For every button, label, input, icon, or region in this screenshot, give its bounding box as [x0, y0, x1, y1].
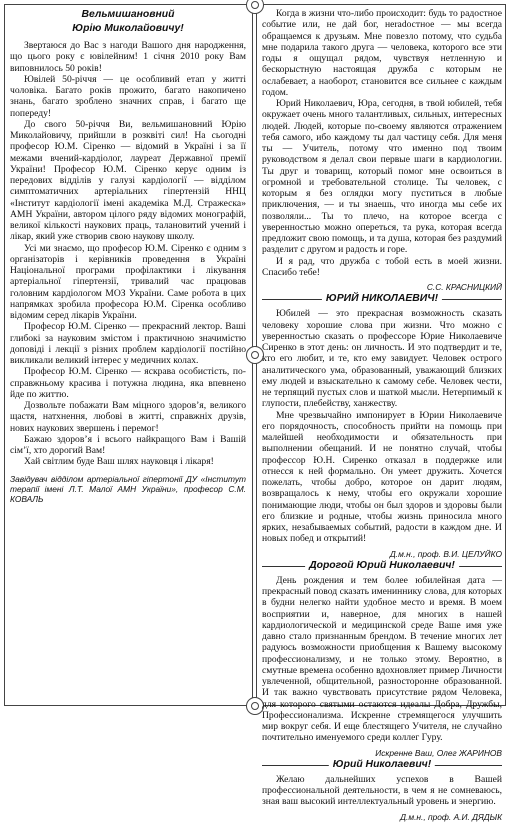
signature-krasnitsky: С.С. КРАСНИЦКИЙ	[426, 282, 502, 292]
section-heading: Юрий Николаевич!	[329, 759, 435, 770]
paragraph: Звертаюся до Вас з нагоди Вашого дня народження, що цього року є ювілейним! 1 січня 2010 року Вам виповнилось 50 років!	[10, 40, 246, 74]
paragraph: День рождения и тем более юбилейная дата — прекрасный повод сказать имениннику слова, для которых в будни нелегко найти удобное место и время. В моем восприятии и, наверное, для многих в нашей кардиологической и медицинской среде Ваше имя уже давно стало признанным брендом. В течение многих лет радуюсь возможности приобщения к Вашему высокому профессионализму, и не только этому. Вероятно, в смутные времена особенно вдохновляет пример Личности увлеченной, общительной, разносторонне образованной. И так важно чувствовать присутствие рядом Человека, для которого святыми остаются идеалы Добра, Дружбы, Профессионализма. Искренне стремящегося улучшить мир вокруг себя. И еще блестящего Учителя, не случайно почтительно именуемого среди коллег Гуру.	[262, 574, 502, 744]
left-column	[10, 8, 246, 504]
frame-left-line	[4, 4, 5, 706]
section-heading: ЮРИЙ НИКОЛАЕВИЧ!	[322, 293, 442, 304]
paragraph: Бажаю здоров’я і всього найкращого Вам і Вашій сім’ї, хто дорогий Вам!	[10, 433, 246, 456]
greeting-line-1: Вельмишановний	[81, 9, 175, 20]
paragraph: До свого 50-річчя Ви, вельмишановний Юрію Миколайовичу, прийшли в розквіті сил! На сьогодні професор Ю.М. Сіренко — відомий в Україні і за її межами вчений-кардіолог, лауреат Державної премії України! Професор Ю.М. Сіренко керує одним із передових відділів у галузі кардіології — відділом симптоматичних артеріальних гіпертензій ННЦ «Інститут кардіології імені академіка М.Д. Стражеска» АМН України, автором цілого ряду відомих монографій, великої кількості наукових праць, талановитий учений і лікар, який уже створив свою наукову школу.	[10, 118, 246, 243]
signature-tseluyko: Д.м.н., проф. В.И. ЦЕЛУЙКО	[389, 548, 502, 559]
paragraph: Желаю дальнейших успехов в Вашей профессиональной деятельности, в чем я не сомневаюсь, зная ваш высокий интеллектуальный уровень и энергию.	[262, 773, 502, 808]
paragraph: Дозвольте побажати Вам міцного здоров’я, великого щастя, натхнення, любові в житті, справжніх друзів, нових наукових звершень і перемог!	[10, 400, 246, 434]
section-header-line	[262, 559, 502, 571]
paragraph: Мне чрезвычайно импонирует в Юрии Николаевиче его порядочность, способность прийти на помощь при малейшей необходимости и обязательность при выполнении обещаний. И не понятно случай, чтобы профессор Ю.Н. Сиренко отказал в поддержке или отнесся к ней формально. Он умеет дружить. Хочется пожелать, чтобы добро, которое он дарит людям, возвращалось к нему, чтобы его окружали хорошие понимающие люди, чтобы он был здоров и здоровы были его близкие и родные, чтобы жизнь приносила много ярких, незабываемых событий, радости в каждом дне. И новых побед и открытий!	[262, 409, 502, 545]
paragraph: Хай світлим буде Ваш шлях науковця і лікаря!	[24, 456, 214, 468]
signature-dyadyk: Д.м.н., проф. А.И. ДЯДЫК	[400, 811, 502, 822]
paragraph: Усі ми знаємо, що професор Ю.М. Сіренко є одним з організаторів і керівників проведення в Україні Національної програми профілактики і лікування артеріальної гіпертензії, тривалий час працював головним кардіологом МОЗ України. Саме робота в цих напрямках зробила професора Ю.М. Сіренка особливо відомим серед лікарів України.	[10, 242, 246, 321]
paragraph: Юбилей — это прекрасная возможность сказать человеку хорошие слова при жизни. Что можно с уверенностью сказать о профессоре Юрие Николаевиче Сиренко в этот день: он личность. И это подтвердит и те, кто его любит, и те, кто ему завидует. Человек острого аналитического ума, образованный, уважающий близких ему людей и взыскательно к самому себе. Человек чести, не терпящий пустых слов и шаткой мысли. Нетерпимый к глупости, плебейству, ханжеству.	[262, 308, 502, 410]
section-heading: Дорогой Юрий Николаевич!	[305, 560, 459, 571]
signature-koval: Завідувач відділом артеріальної гіпертонії ДУ «Інститут терапії імені Л.Т. Малої АМН України», професор С.М. КОВАЛЬ	[10, 473, 246, 504]
paragraph: Професор Ю.М. Сіренко — яскрава особистість, по-справжньому красива і потужна людина, яка впевнено йде по життю.	[10, 366, 246, 400]
paragraph: Когда в жизни что-либо происходит: будь то радостное событие или, не дай бог, неradостное — мы всегда обращаемся к друзьям. Мне повезло потому, что судьба мне подарила такого друга — человека, которого все эти годы я ощущал рядом, чувствуя нетленную и бескорыстную настоящая дружба с которым не ослабевает, а наоборот, становится все сильнее с каждым годом.	[262, 8, 502, 98]
section-header-line	[262, 758, 502, 770]
section-header-line	[262, 293, 502, 305]
frame-right-line	[505, 4, 506, 706]
right-column	[262, 8, 502, 825]
paragraph: Юрий Николаевич, Юра, сегодня, в твой юбилей, тебя окружает очень много талантливых, сильных, интересных людей. Людей, которые по-своему являются отражением тебя самого, ибо каждому ты дал частицу себя. Для меня ты — Учитель, потому что именно под твоим руководством я делал свои первые шаги в кардиологии. Ты друг и товарищ, который помог мне освоиться в огромной и требовательной столице. Ты человек, с которым я без оглядки могу пуститься в любые приключения, — и ты знаешь, что иногда мы себе их позволяли... Ты то плечо, на которое всегда с уверенностью можно опереться, та рука, которая всегда предложит свою помощь, и та душа, которая без раздумий разделит с другом и радость и горе.	[262, 98, 502, 256]
signature-zharinov: Искренне Ваш, Олег ЖАРИНОВ	[375, 747, 502, 758]
paragraph: И я рад, что дружба с тобой есть в моей жизни. Спасибо тебе!	[262, 255, 502, 278]
paragraph: Професор Ю.М. Сіренко — прекрасний лектор. Ваші глибокі за науковим змістом і практичною значимістю доповіді і лекції з різних проблем кардіології постійно викликали великий інтерес у медичних колах.	[10, 321, 246, 366]
greeting-line-2: Юрію Миколайовичу!	[72, 23, 184, 34]
paragraph: Ювілей 50-річчя — це особливий етап у житті чоловіка. Багато років прожито, багато накопичено знань, багато зроблено значних справ, і багато ще попереду!	[10, 73, 246, 119]
